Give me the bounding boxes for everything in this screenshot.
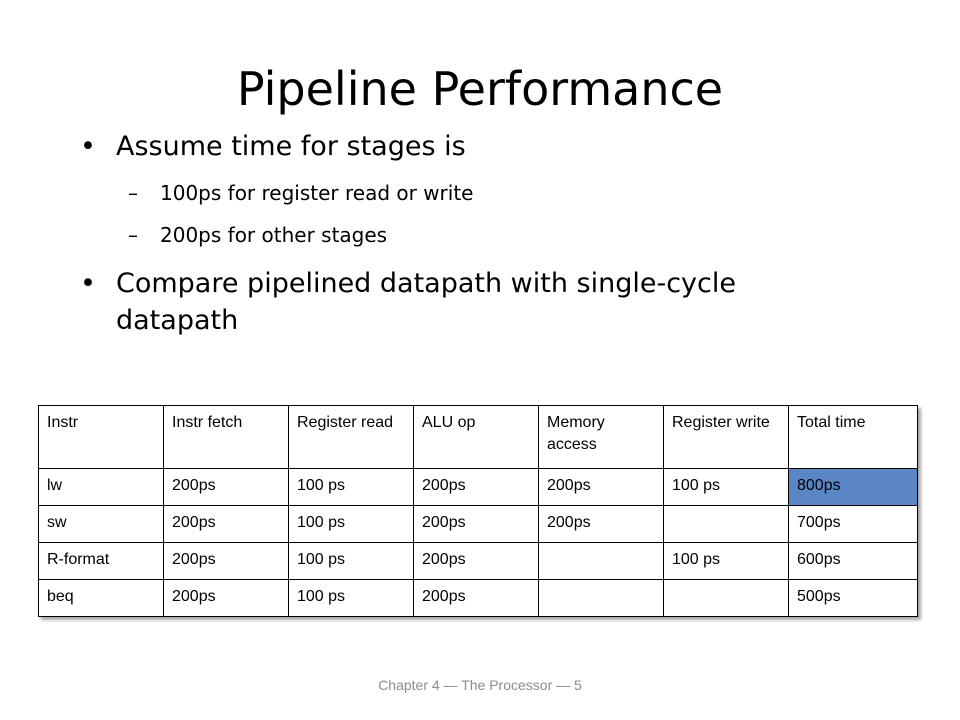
slide-footer: Chapter 4 — The Processor — 5 <box>378 677 582 693</box>
bullet-list <box>70 128 930 343</box>
sub-bullet-item <box>70 179 930 207</box>
table-cell: 200ps <box>414 580 539 617</box>
table-header-row <box>39 406 918 469</box>
table-cell <box>664 580 789 617</box>
table-cell <box>539 580 664 617</box>
table-cell: 100 ps <box>664 469 789 506</box>
header-cell: Instr <box>39 406 164 469</box>
table-cell: 700ps <box>789 506 918 543</box>
table-cell: 100 ps <box>289 543 414 580</box>
table-cell: 200ps <box>414 469 539 506</box>
table-cell <box>539 543 664 580</box>
table-row <box>39 543 918 580</box>
bullet-icon: • <box>80 268 96 299</box>
bullet-text: Assume time for stages is <box>116 131 466 162</box>
table-cell: 200ps <box>164 580 289 617</box>
table-cell: 500ps <box>789 580 918 617</box>
table-cell: 200ps <box>164 506 289 543</box>
table-row <box>39 580 918 617</box>
header-cell: Memory access <box>539 406 664 469</box>
table-row <box>39 469 918 506</box>
bullet-item <box>70 265 930 339</box>
table-cell: 600ps <box>789 543 918 580</box>
table-cell: R-format <box>39 543 164 580</box>
table-cell: 200ps <box>164 469 289 506</box>
sub-bullet-item <box>70 221 930 249</box>
table-cell: 200ps <box>539 469 664 506</box>
performance-table <box>38 405 918 617</box>
table-cell: 100 ps <box>289 506 414 543</box>
sub-bullet-text: 100ps for register read or write <box>160 181 474 205</box>
table-cell: 200ps <box>164 543 289 580</box>
table-cell: 100 ps <box>664 543 789 580</box>
dash-icon: – <box>128 181 138 205</box>
bullet-text: datapath <box>116 305 239 336</box>
sub-bullet-text: 200ps for other stages <box>160 223 388 247</box>
bullet-icon: • <box>80 131 96 162</box>
table-cell: beq <box>39 580 164 617</box>
bullet-text: Compare pipelined datapath with single-cycle <box>116 268 736 299</box>
header-cell: Total time <box>789 406 918 469</box>
header-cell: ALU op <box>414 406 539 469</box>
table-cell: 200ps <box>539 506 664 543</box>
dash-icon: – <box>128 223 138 247</box>
table-cell: 100 ps <box>289 469 414 506</box>
header-cell: Instr fetch <box>164 406 289 469</box>
table-cell: lw <box>39 469 164 506</box>
table-row <box>39 506 918 543</box>
header-cell: Register read <box>289 406 414 469</box>
table-cell: sw <box>39 506 164 543</box>
bullet-item <box>70 128 930 165</box>
table-cell: 100 ps <box>289 580 414 617</box>
slide-title: Pipeline Performance <box>236 62 724 116</box>
header-cell: Register write <box>664 406 789 469</box>
table-cell: 200ps <box>414 506 539 543</box>
highlighted-total-cell: 800ps <box>789 469 918 506</box>
table-cell: 200ps <box>414 543 539 580</box>
table-cell <box>664 506 789 543</box>
